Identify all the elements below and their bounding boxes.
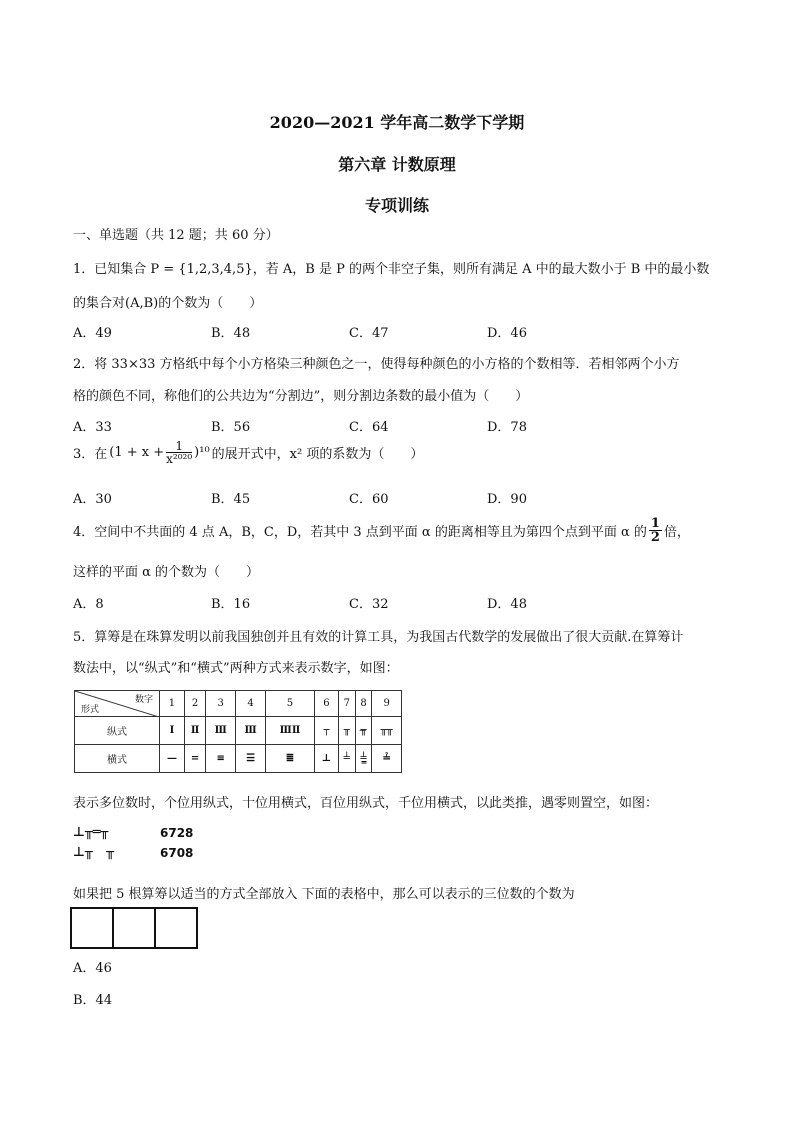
- q1-option-c: C．47: [349, 326, 389, 341]
- grid-cell: [112, 907, 156, 949]
- three-cell-grid: [72, 907, 198, 949]
- vertical-rod: Ⅲ: [206, 717, 236, 745]
- horizontal-rod: —: [160, 745, 185, 773]
- digit-header: 8: [355, 691, 372, 717]
- q3-fraction: [166, 440, 192, 465]
- horizontal-rod: ☰: [236, 745, 266, 773]
- q3-option-a: A．30: [73, 492, 112, 507]
- q1-text-line2: 的集合对(A,B)的个数为（ ）: [73, 296, 263, 311]
- q1-option-d: D．46: [487, 326, 527, 341]
- q5-text-line2: 数法中，以“纵式”和“横式”两种方式来表示数字，如图：: [73, 661, 399, 676]
- vertical-rod: ┬: [314, 717, 338, 745]
- q4-line1: 4．空间中不共面的 4 点 A，B，C，D，若其中 3 点到平面 α 的距离相等且为第四个点到平面 α 的: [73, 525, 647, 540]
- corner-label-form: 形式: [81, 705, 100, 715]
- q3-text: [73, 440, 423, 465]
- vertical-rod: ⅢⅡ: [266, 717, 315, 745]
- digit-header: 3: [206, 691, 236, 717]
- example-2-value: 6708: [160, 846, 194, 860]
- q3-frac-num: 1: [166, 440, 192, 453]
- chapter-title: 第六章 计数原理: [338, 155, 456, 174]
- digit-header: 4: [236, 691, 266, 717]
- vertical-rod: Ⅰ: [160, 717, 185, 745]
- q2-option-a: A．33: [73, 420, 112, 435]
- q2-option-b: B．56: [211, 420, 251, 435]
- q2-option-c: C．64: [349, 420, 389, 435]
- q4-option-c: C．32: [349, 597, 389, 612]
- digit-header: 6: [314, 691, 338, 717]
- table-corner-cell: [75, 691, 160, 717]
- vertical-rod: ╥╥: [372, 717, 402, 745]
- horizontal-rod: =: [184, 745, 205, 773]
- vertical-rod: ╥̶: [355, 717, 372, 745]
- q1-option-a: A．49: [73, 326, 112, 341]
- q3-post: 的展开式中，x² 项的系数为（ ）: [211, 447, 424, 462]
- q5-text-line1: 5．算筹是在珠算发明以前我国独创并且有效的计算工具，为我国古代数学的发展做出了很大贡献.在算筹计: [73, 630, 684, 645]
- example-2-rods: ⊥╥ ╥: [73, 845, 115, 860]
- digit-header: 5: [266, 691, 315, 717]
- counting-rods-table: [74, 690, 402, 773]
- vertical-rod: Ⅲ: [236, 717, 266, 745]
- q2-text-line1: 2．将 33×33 方格纸中每个小方格染三种颜色之一，使得每种颜色的小方格的个数相等．若相邻两个小方: [73, 357, 680, 372]
- q2-option-d: D．78: [487, 420, 527, 435]
- q4-option-a: A．8: [73, 597, 104, 612]
- q1-text-line1: 1．已知集合 P = {1,2,3,4,5}，若 A，B 是 P 的两个非空子集，则所有满足 A 中的最大数小于 B 中的最小数: [73, 262, 710, 277]
- horizontal-form-label: 横式: [75, 745, 160, 773]
- digit-header: 9: [372, 691, 402, 717]
- q3-pre: 3．在: [73, 447, 108, 462]
- q3-option-c: C．60: [349, 492, 389, 507]
- horizontal-rod: ╧: [338, 745, 355, 773]
- digit-header: 2: [184, 691, 205, 717]
- q4-half-num: 1: [650, 516, 660, 531]
- horizontal-rod: ≟: [372, 745, 402, 773]
- q5-option-a: A．46: [73, 961, 112, 976]
- q3-expr-right: )¹⁰: [194, 445, 210, 460]
- horizontal-rod: ⊥: [314, 745, 338, 773]
- q4-option-d: D．48: [487, 597, 527, 612]
- q5-option-b: B．44: [73, 993, 113, 1008]
- q3-option-b: B．45: [211, 492, 251, 507]
- q4-half-fraction: [649, 517, 662, 544]
- horizontal-rod: ≣: [266, 745, 315, 773]
- grid-cell: [154, 907, 198, 949]
- q4-text-line1: [73, 517, 690, 544]
- example-1-value: 6728: [160, 826, 194, 840]
- q5-text-line3: 表示多位数时，个位用纵式，十位用横式，百位用纵式，千位用横式，以此类推，遇零则置空，如图：: [73, 796, 659, 811]
- section-subtitle: 专项训练: [364, 196, 429, 215]
- example-1-rods: ⊥╥═╥: [73, 825, 109, 840]
- digit-header: 1: [160, 691, 185, 717]
- vertical-form-label: 纵式: [75, 717, 160, 745]
- q4-option-b: B．16: [211, 597, 251, 612]
- question-section-heading: 一、单选题（共 12 题；共 60 分）: [73, 228, 279, 243]
- corner-label-digit: 数字: [134, 695, 153, 705]
- q3-frac-den: x²⁰²⁰: [166, 452, 193, 466]
- q2-text-line2: 格的颜色不同，称他们的公共边为“分割边”，则分割边条数的最小值为（ ）: [73, 389, 529, 404]
- q5-text-line4: 如果把 5 根算筹以适当的方式全部放入 下面的表格中，那么可以表示的三位数的个数为: [73, 887, 575, 902]
- horizontal-rod: ≡: [206, 745, 236, 773]
- digit-header: 7: [338, 691, 355, 717]
- q4-line1-end: 倍，: [663, 525, 690, 540]
- q4-half-den: 2: [650, 530, 660, 545]
- horizontal-rod: ╧̳: [355, 745, 372, 773]
- document-title: 2020—2021 学年高二数学下学期: [269, 113, 525, 132]
- q4-text-line2: 这样的平面 α 的个数为（ ）: [73, 565, 260, 580]
- vertical-rod: ╥: [338, 717, 355, 745]
- vertical-rod: Ⅱ: [184, 717, 205, 745]
- q3-option-d: D．90: [487, 492, 527, 507]
- grid-cell: [70, 907, 114, 949]
- q3-expr-left: (1 + x +: [109, 445, 165, 460]
- q1-option-b: B．48: [211, 326, 251, 341]
